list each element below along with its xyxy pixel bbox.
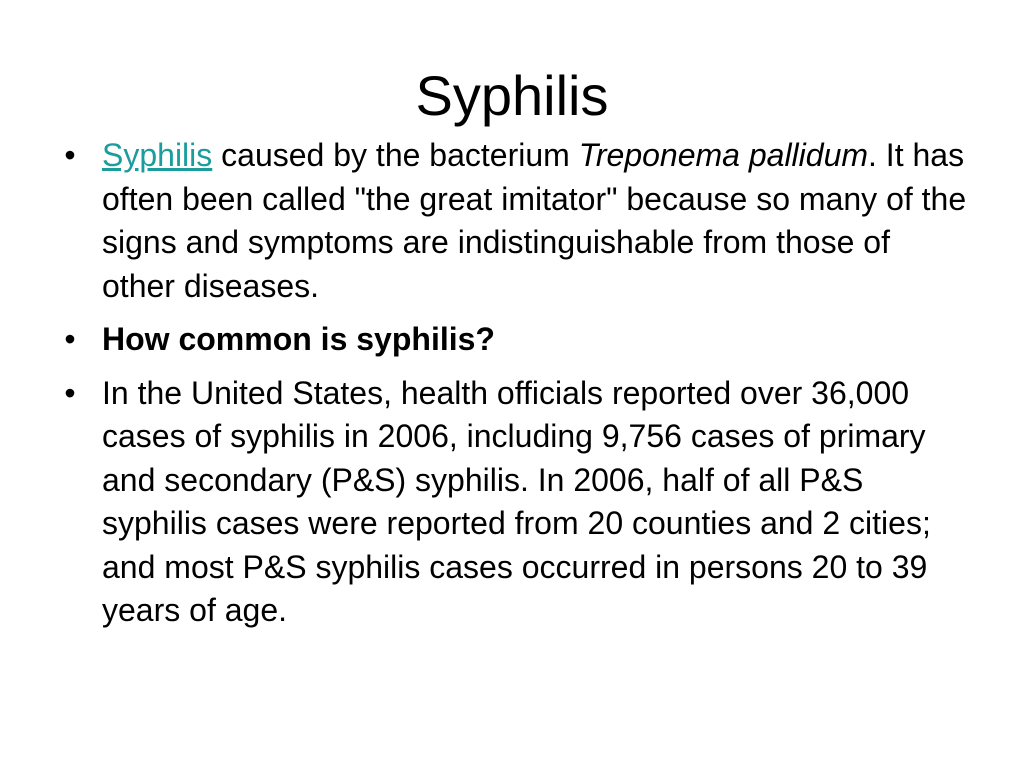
organism-name: Treponema pallidum: [578, 137, 869, 173]
bullet-marker: •: [64, 137, 76, 173]
bullet-text: caused by the bacterium: [212, 137, 579, 173]
question-heading: How common is syphilis?: [102, 321, 495, 357]
bullet-list: [60, 134, 970, 643]
bullet-item-definition: [60, 134, 970, 308]
bullet-item-question: [60, 318, 970, 362]
bullet-text: In the United States, health officials reported over 36,000 cases of syphilis in 2006, including 9,756 cases of primary and secondary (P&S) syphilis. In 2006, half of all P&S syphilis cases were reported from 20 counties and 2 cities; and most P&S syphilis cases occurred in persons 20 to 39 years of age.: [102, 374, 931, 628]
bullet-marker: •: [64, 374, 76, 411]
syphilis-link[interactable]: Syphilis: [102, 137, 213, 173]
slide-title: Syphilis: [415, 64, 609, 127]
bullet-item-statistics: [60, 372, 970, 633]
bullet-text: . It has often been called "the great imitator" because so many of the signs and symptoms are indistinguishable from those of other diseases.: [102, 137, 967, 304]
bullet-marker: •: [64, 321, 76, 357]
